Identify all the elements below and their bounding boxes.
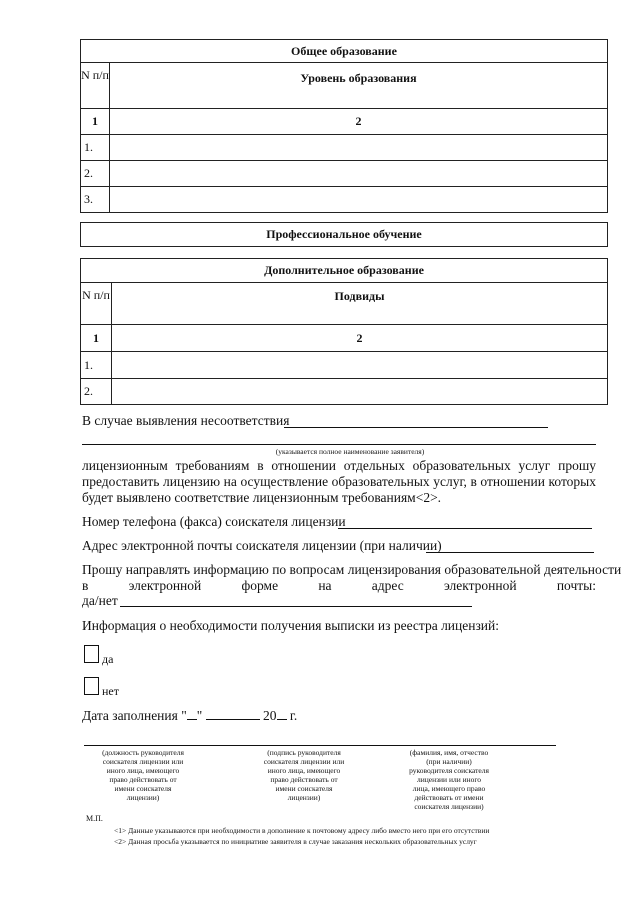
signature-sign-note: (подпись руководителя соискателя лицензии или иного лица, имеющего право действовать от имени соискателя лицензии) — [263, 748, 345, 802]
signature-position-note: (должность руководителя соискателя лицензии или иного лица, имеющего право действовать от имени соискателя лицензии) — [102, 748, 184, 802]
table-row-label: 2. — [81, 379, 112, 405]
mismatch-text-line-2: предоставить лицензию на осуществление образовательных услуг, в отношении которых — [82, 474, 596, 489]
email-input-line[interactable] — [426, 552, 594, 553]
extract-no-label: нет — [102, 684, 119, 698]
request-line-1: Прошу направлять информацию по вопросам лицензирования образовательной деятельности — [82, 562, 622, 577]
table-row-label: 1. — [81, 352, 112, 379]
general-education-table — [80, 39, 608, 213]
mismatch-lead: В случае выявления несоответствия — [82, 413, 290, 428]
additional-education-title: Дополнительное образование — [81, 259, 608, 283]
mismatch-text-line-1: лицензионным требованиям в отношении отдельных образовательных услуг прошу — [82, 458, 596, 473]
footnote-1: <1> Данные указываются при необходимости в дополнение к почтовому адресу либо вместо него при его отсутствии — [114, 826, 490, 835]
table-row-cell[interactable] — [110, 187, 608, 213]
date-month-field[interactable] — [206, 709, 260, 720]
request-line-2: в электронной форме на адрес электронной почты: — [82, 578, 596, 593]
table-row-cell[interactable] — [110, 161, 608, 187]
additional-education-table — [80, 258, 608, 405]
professional-training-title: Профессиональное обучение — [81, 223, 608, 247]
extract-label: Информация о необходимости получения выписки из реестра лицензий: — [82, 618, 500, 633]
index-1: 1 — [81, 109, 110, 135]
table-row-label: 2. — [81, 161, 110, 187]
footnote-2: <2> Данная просьба указывается по инициативе заявителя в случае заказания нескольких образовательных услуг — [114, 837, 477, 846]
extract-yes-checkbox[interactable] — [84, 645, 99, 663]
table-row-label: 3. — [81, 187, 110, 213]
date-label: Дата заполнения " " 20 г. — [82, 708, 298, 723]
signature-line[interactable] — [84, 745, 556, 746]
col-number-header: N п/п — [81, 283, 112, 325]
col-number-header: N п/п — [81, 63, 110, 109]
date-year-field[interactable] — [277, 709, 287, 720]
col-level-header: Уровень образования — [110, 63, 608, 109]
table-row-cell[interactable] — [110, 135, 608, 161]
phone-label: Номер телефона (факса) соискателя лицензии — [82, 514, 346, 529]
index-2: 2 — [112, 325, 608, 352]
index-1: 1 — [81, 325, 112, 352]
table-row-cell[interactable] — [112, 379, 608, 405]
signature-name-note: (фамилия, имя, отчество (при наличии) руководителя соискателя лицензии или иного лица, имеющего право действовать от имени соискателя лицензии) — [409, 748, 489, 811]
table-row-cell[interactable] — [112, 352, 608, 379]
mismatch-text-line-3: будет выявлено соответствие лицензионным требованиям<2>. — [82, 490, 442, 505]
professional-training-table — [80, 222, 608, 247]
applicant-name-note: (указывается полное наименование заявителя) — [275, 447, 425, 456]
col-subtypes-header: Подвиды — [112, 283, 608, 325]
index-2: 2 — [110, 109, 608, 135]
email-label: Адрес электронной почты соискателя лицензии (при наличии) — [82, 538, 442, 553]
request-yes-no-label: да/нет — [82, 593, 118, 608]
extract-yes-label: да — [102, 652, 114, 666]
stamp-label: М.П. — [86, 814, 103, 823]
general-education-title: Общее образование — [81, 40, 608, 63]
applicant-name-line[interactable] — [284, 427, 548, 428]
applicant-name-line-2[interactable] — [82, 444, 596, 445]
date-day-field[interactable] — [187, 709, 197, 720]
table-row-label: 1. — [81, 135, 110, 161]
extract-no-checkbox[interactable] — [84, 677, 99, 695]
request-yes-no-line[interactable] — [120, 606, 472, 607]
phone-input-line[interactable] — [338, 528, 592, 529]
